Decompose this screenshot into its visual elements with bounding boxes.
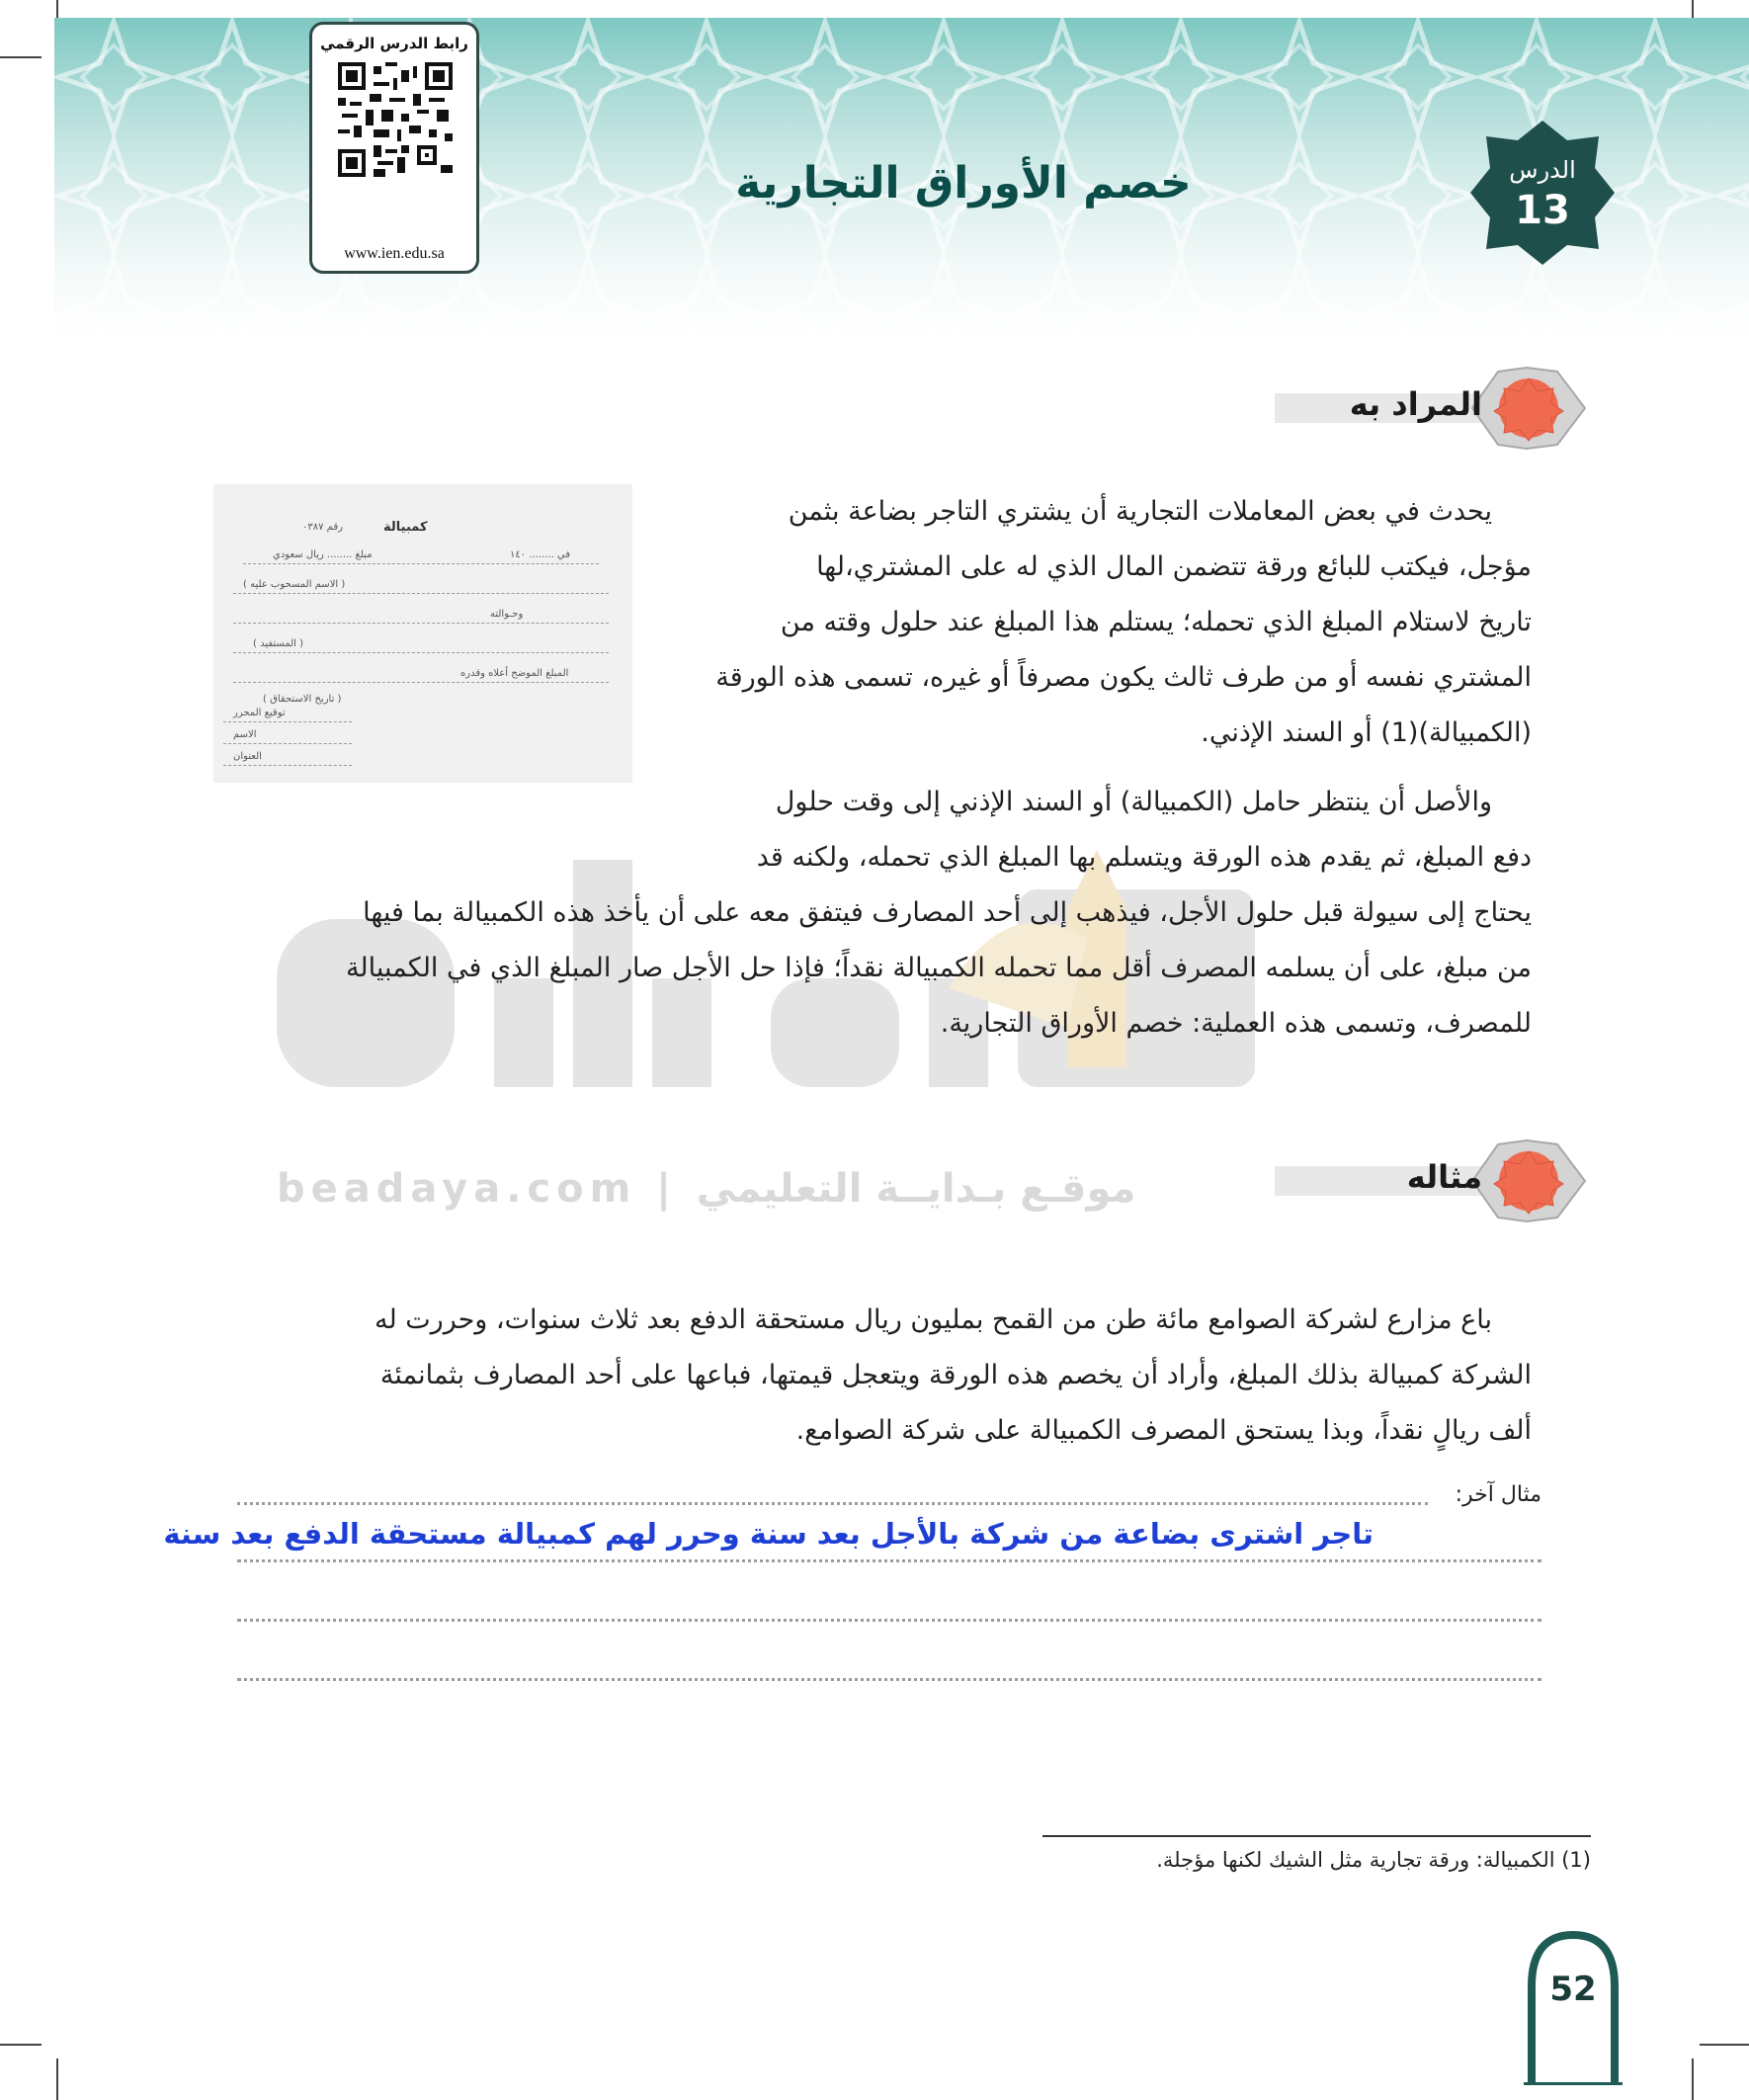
page-number: 52 [1549, 1970, 1597, 2009]
bill-line-text: المبلغ الموضح أعلاه وقدره [460, 668, 569, 679]
crop-mark [56, 2058, 58, 2100]
text-line: المشتري نفسه أو من طرف ثالث يكون مصرفاً أو غيره، تسمى هذه الورقة [715, 662, 1532, 693]
crop-mark [0, 2044, 42, 2046]
bill-line-text: ( تاريخ الاستحقاق ) [263, 694, 342, 705]
bill-line-text: العنوان [233, 751, 262, 762]
bill-line-text: توقيع المحرر [233, 708, 286, 718]
qr-url[interactable]: www.ien.edu.sa [344, 245, 445, 262]
bill-line [233, 593, 609, 594]
bill-line-text: ( المستفيد ) [253, 638, 304, 649]
bill-line [223, 743, 352, 744]
bill-line-text: ( الاسم المسحوب عليه ) [243, 579, 346, 590]
crop-mark [1692, 2058, 1694, 2100]
bill-heading: كمبيالة [383, 520, 428, 535]
text-line: ألف ريالٍ نقداً، وبذا يستحق المصرف الكمبيالة على شركة الصوامع. [795, 1415, 1532, 1446]
answer-line[interactable] [237, 1619, 1541, 1622]
text-line: دفع المبلغ، ثم يقدم هذه الورقة ويتسلم بها المبلغ الذي تحمله، ولكنه قد [756, 842, 1532, 873]
crop-mark [0, 56, 42, 58]
qr-code-icon[interactable] [338, 62, 453, 177]
bill-line [233, 652, 609, 653]
paragraph-discounting-wide [212, 885, 1532, 1051]
lesson-title: خصم الأوراق التجارية [735, 158, 1192, 209]
text-line: مؤجل، فيكتب للبائع ورقة تتضمن المال الذي له على المشتري،لها [816, 551, 1532, 582]
footnote: (1) الكمبيالة: ورقة تجارية مثل الشيك لكنها مؤجلة. [1156, 1848, 1591, 1872]
bill-line [223, 721, 352, 722]
crop-mark [1700, 2044, 1749, 2046]
promissory-note-image [213, 484, 632, 783]
text-line: للمصرف، وتسمى هذه العملية: خصم الأوراق التجارية. [940, 1008, 1532, 1039]
footnote-rule [1042, 1835, 1591, 1837]
bill-line [223, 765, 352, 766]
section-header-meaning [1275, 364, 1591, 453]
bill-line [243, 563, 599, 564]
section-title-meaning: المراد به [1349, 385, 1482, 423]
paragraph-definition [662, 484, 1532, 761]
text-line: (الكمبيالة)(1) أو السند الإذني. [1201, 717, 1532, 748]
paragraph-discounting-narrow [662, 775, 1532, 885]
qr-code-card[interactable] [309, 22, 479, 274]
lesson-number: 13 [1515, 188, 1570, 233]
answer-line[interactable] [237, 1559, 1541, 1562]
handwritten-answer: تاجر اشترى بضاعة من شركة بالأجل بعد سنة وحرر لهم كمبيالة مستحقة الدفع بعد سنة [163, 1517, 1374, 1551]
text-line: من مبلغ، على أن يسلمه المصرف أقل مما تحمله الكمبيالة نقداً؛ فإذا حل الأجل صار المبلغ الذي في الكمبيالة [345, 953, 1532, 983]
lesson-badge-label: الدرس [1509, 156, 1576, 184]
text-line: باع مزارع لشركة الصوامع مائة طن من القمح بمليون ريال مستحقة الدفع بعد ثلاث سنوات، وحررت له [374, 1304, 1492, 1335]
answer-line[interactable] [237, 1678, 1541, 1681]
section-header-example [1275, 1136, 1591, 1225]
bill-line-text: في ........ ١٤٠ [510, 549, 571, 560]
watermark-text: beadaya.com | موقـع بـدايــة التعليمي [277, 1166, 1136, 1212]
bill-line [233, 623, 609, 624]
bill-line [233, 682, 609, 683]
answer-line[interactable] [237, 1502, 1428, 1505]
text-line: يحدث في بعض المعاملات التجارية أن يشتري التاجر بضاعة بثمن [788, 496, 1492, 527]
bill-line-text: وحـوالته [490, 609, 524, 620]
paragraph-example [212, 1293, 1532, 1459]
bill-line-text: مبلغ ........ ريال سعودي [273, 549, 373, 560]
text-line: تاريخ لاستلام المبلغ الذي تحمله؛ يستلم هذا المبلغ عند حلول وقته من [780, 607, 1532, 637]
text-line: يحتاج إلى سيولة قبل حلول الأجل، فيذهب إلى أحد المصارف فيتفق معه على أن يأخذ هذه الكمبيالة بما فيها [363, 897, 1532, 928]
qr-title: رابط الدرس الرقمي [320, 35, 468, 52]
text-line: الشركة كمبيالة بذلك المبلغ، وأراد أن يخصم هذه الورقة ويتعجل قيمتها، فباعها على أحد المصارف بثمانمئة [379, 1360, 1532, 1390]
bill-number: رقم ٠٣٨٧ [302, 522, 343, 533]
text-line: والأصل أن ينتظر حامل (الكمبيالة) أو السند الإذني إلى وقت حلول [775, 787, 1492, 817]
other-example-label: مثال آخر: [1455, 1482, 1541, 1507]
bill-line-text: الاسم [233, 729, 257, 740]
section-title-example: مثاله [1406, 1158, 1482, 1196]
